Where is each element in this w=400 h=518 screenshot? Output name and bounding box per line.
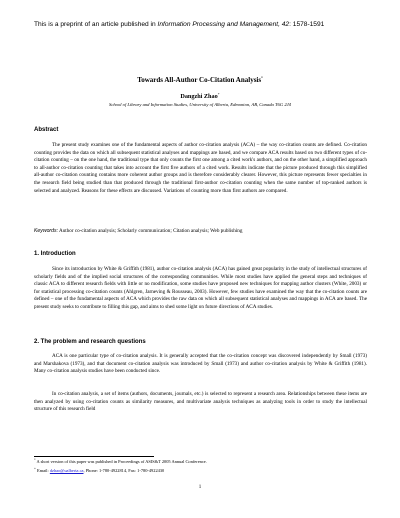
footnote-1 xyxy=(34,459,367,465)
footnote-1-text: A short version of this paper was published in Proceedings of ASIS&T 2005 Annual Conference. xyxy=(35,459,207,464)
author-name xyxy=(0,93,400,100)
journal-citation: Information Processing and Management, 42 xyxy=(157,21,290,28)
author-text: Dangzhi Zhao xyxy=(180,93,218,100)
author-affiliation: School of Library and Information Studies, University of Alberta, Edmonton, AB, Canada T6G 2J4 xyxy=(109,102,291,107)
problem-paragraph-2: In co-citation analysis, a set of items (authors, documents, journals, etc.) is selected to represent a research area. Relationships between these items are then analyzed by using co-citation counts as similarity measures, and multivariate analysis techniques as analyzing tools in order to study the intellectual structure of this research field xyxy=(34,391,367,413)
page-number: 1 xyxy=(198,485,202,490)
section-heading-problem: 2. The problem and research questions xyxy=(34,339,146,345)
abstract-heading: Abstract xyxy=(34,127,59,133)
footnote-divider xyxy=(34,456,154,457)
footnote-2-label: Email: xyxy=(35,468,50,473)
problem-paragraph-1: ACA is one particular type of co-citation analysis. It is generally accepted that the co-citation concept was discovered independently by Small (1973) and Marshakova (1973), and that document co-citation analysis was introduced by Small (1973) and author co-citation analysis by White & Griffith (1981). Many co-citation analysis studies have been conducted since. xyxy=(34,353,367,375)
keywords-label: Keywords: xyxy=(34,228,58,234)
footnote-1-mark: * xyxy=(34,457,36,462)
paper-title xyxy=(0,76,400,84)
title-text: Towards All-Author Co-Citation Analysis xyxy=(137,76,262,84)
title-footnote-mark: * xyxy=(261,75,263,80)
keywords-line xyxy=(34,228,367,236)
section-heading-introduction: 1. Introduction xyxy=(34,251,76,257)
abstract-text: The present study examines one of the fundamental aspects of author co-citation analysis (ACA) – the way co-citation counts are defined. Co-citation counting provides the data on which all subsequent statistical analyses and mappings are based, and we compare ACA results based on two different types of co-citation counting – on the one hand, the traditional type that only counts the first one among a cited work's authors, and on the other hand, a simplified approach to all-author co-citation counting that takes into account the first five authors of a cited work. Results indicate that the picture produced through this simplified all-author co-citation counting contains more coherent author groups and is therefore considerably clearer. However, this picture represents fewer specialties in the research field being studied than that produced through the traditional first-author co-citation counting when the same number of top-ranked authors is selected and analyzed. Reasons for these effects are discussed. Variations of counting more than first authors are compared. xyxy=(34,142,367,194)
footnote-2 xyxy=(34,468,367,474)
preprint-notice xyxy=(34,21,324,28)
introduction-paragraph: Since its introduction by White & Griffith (1981), author co-citation analysis (ACA) has gained great popularity in the study of intellectual structures of scholarly fields and of the implied social structures of the corresponding communities. While most studies have applied the general steps and techniques of classic ACA to different research fields with little or no modification, some studies have proposed new techniques for mapping author clusters (White, 2003) or for statistical processing co-citation counts (Ahlgren, Jarneving & Rousseau, 2003). However, few studies have examined the way that the co-citation counts are defined – one of the fundamental aspects of ACA which provides the raw data on which all subsequent statistical analyses and mappings in ACA are based. The present study seeks to contribute to filling this gap, and aims to shed some light on future directions of ACA studies. xyxy=(34,266,367,310)
email-link[interactable]: dzhao@ualberta.ca xyxy=(49,468,84,473)
preprint-prefix: This is a preprint of an article published in xyxy=(34,21,158,28)
preprint-pages: : 1578-1591 xyxy=(289,21,325,28)
keywords-text: Author co-citation analysis; Scholarly communication; Citation analysis; Web publishing xyxy=(58,228,243,234)
author-footnote-mark: + xyxy=(217,91,220,96)
footnote-2-contact: , Phone: 1-780-4922814, Fax: 1-780-4922430 xyxy=(83,468,165,473)
footnote-2-mark: + xyxy=(34,466,36,471)
